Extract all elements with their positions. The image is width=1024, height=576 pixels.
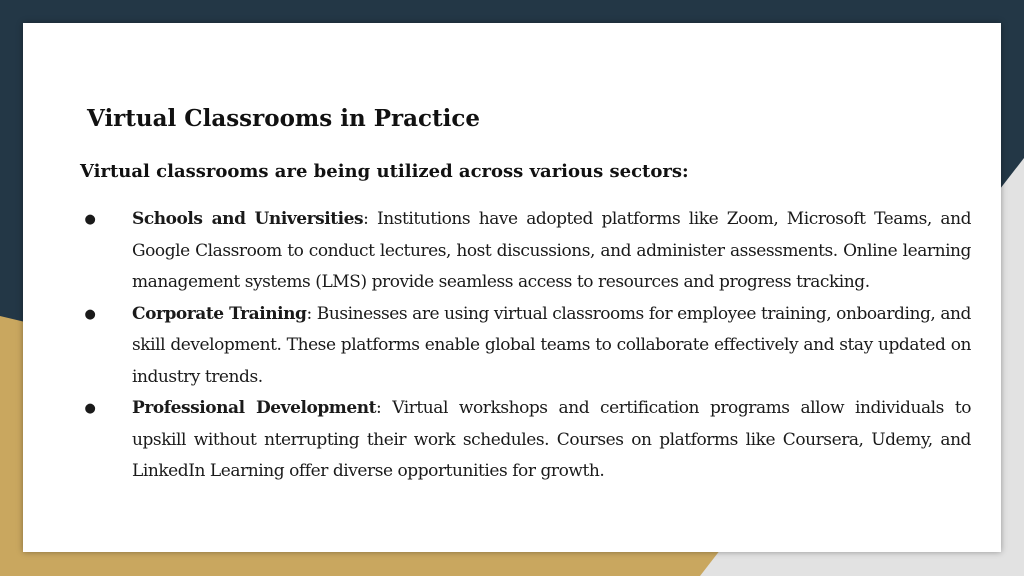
bullet-dot-icon: ● [84,212,96,227]
bullet-text: : Institutions have adopted platforms like Zoom, Microsoft Teams, and Google Classroom to conduct lectures, host discussions, and administer assessments. Online learning management systems (LMS) provide seamless access to resources and progress tracking. [132,209,971,292]
bullet-item-corporate [83,299,971,394]
slide-subtitle: Virtual classrooms are being utilized across various sectors: [80,161,689,182]
slide-card [23,23,1001,552]
bullet-text: : Virtual workshops and certification programs allow individuals to upskill without nterrupting their work schedules. Courses on platforms like Coursera, Udemy, and LinkedIn Learning offer diverse opportunities for growth. [132,398,971,481]
bullet-heading: Schools and Universities [132,209,364,229]
bullet-dot-icon: ● [84,401,96,416]
bullet-item-professional [83,393,971,488]
bullet-list [83,204,971,488]
bullet-heading: Corporate Training [132,303,307,324]
bullet-text: : Businesses are using virtual classrooms for employee training, onboarding, and skill development. These platforms enable global teams to collaborate effectively and stay updated on industry trends. [132,303,971,387]
bullet-heading: Professional Development [132,398,377,418]
bullet-dot-icon: ● [84,306,96,322]
bullet-item-schools [83,204,971,299]
slide-title: Virtual Classrooms in Practice [87,105,481,132]
